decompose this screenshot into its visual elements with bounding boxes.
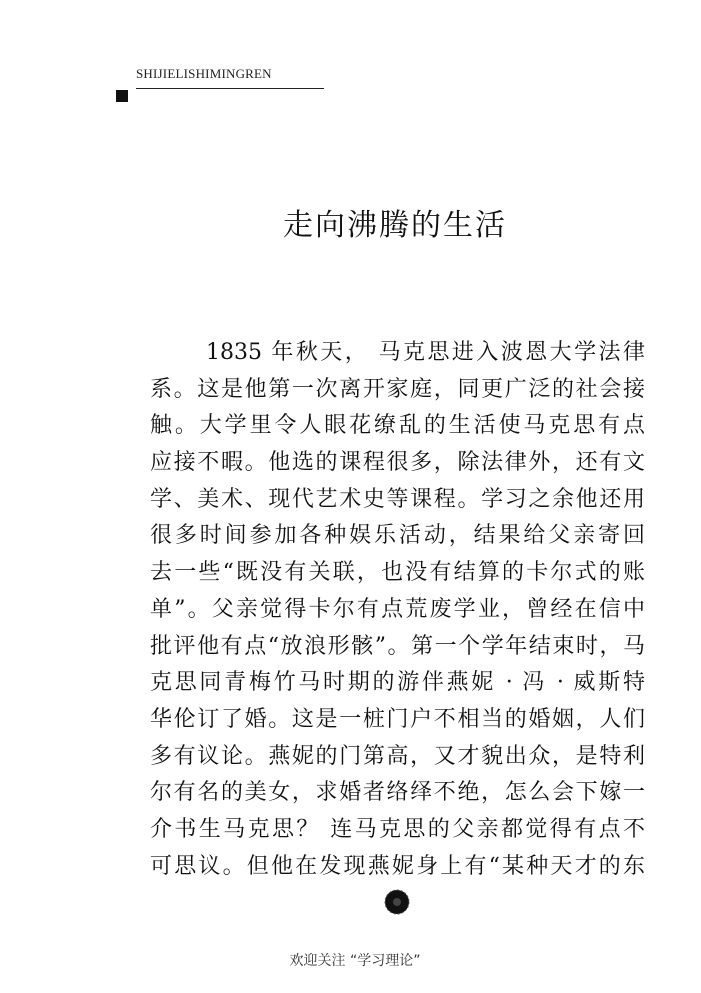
body-line: 多有议论。燕妮的门第高，又才貌出众，是特利 bbox=[150, 743, 645, 769]
body-line: 很多时间参加各种娱乐活动，结果给父亲寄回 bbox=[150, 523, 645, 549]
chapter-title: 走向沸腾的生活 bbox=[283, 208, 507, 243]
footer-text: 欢迎关注 “学习理论” bbox=[289, 953, 421, 969]
body-text bbox=[150, 335, 645, 885]
body-line: 去一些“既没有关联，也没有结算的卡尔式的账 bbox=[150, 560, 645, 586]
body-line: 批评他有点“放浪形骸”。第一个学年结束时，马 bbox=[150, 633, 645, 659]
body-line: 克思同青梅竹马时期的游伴燕妮 · 冯 · 威斯特 bbox=[150, 670, 645, 696]
body-line: 1835 年秋天， 马克思进入波恩大学法律 bbox=[206, 340, 645, 365]
body-line: 系。这是他第一次离开家庭，同更广泛的社会接 bbox=[150, 376, 645, 402]
body-line: 华伦订了婚。这是一桩门户不相当的婚姻，人们 bbox=[150, 706, 645, 732]
body-line: 可思议。但他在发现燕妮身上有“某种天才的东 bbox=[150, 853, 645, 879]
running-header-rule bbox=[136, 88, 324, 89]
running-header-text: SHIJIELISHIMINGREN bbox=[136, 66, 272, 81]
body-line: 触。大学里令人眼花缭乱的生活使马克思有点 bbox=[150, 413, 645, 439]
body-line: 单”。父亲觉得卡尔有点荒废学业，曾经在信中 bbox=[150, 596, 645, 622]
square-bullet-icon bbox=[116, 90, 128, 102]
body-line: 介书生马克思？ 连马克思的父亲都觉得有点不 bbox=[150, 816, 645, 842]
page-ornament-icon bbox=[383, 888, 411, 916]
body-line: 尔有名的美女，求婚者络绎不绝，怎么会下嫁一 bbox=[150, 780, 645, 806]
body-line: 应接不暇。他选的课程很多，除法律外，还有文 bbox=[150, 450, 645, 476]
running-header bbox=[112, 66, 327, 106]
body-line: 学、美术、现代艺术史等课程。学习之余他还用 bbox=[150, 486, 645, 512]
